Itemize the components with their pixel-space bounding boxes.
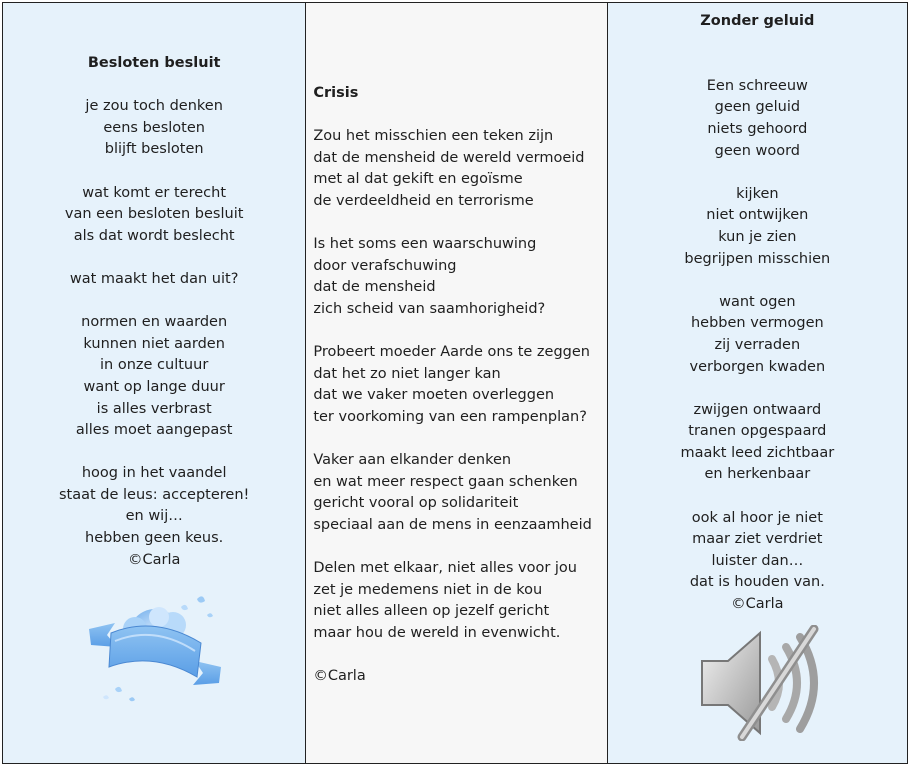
- poem-line: ©Carla: [313, 668, 366, 685]
- poem-line: maar hou de wereld in evenwicht.: [313, 624, 561, 641]
- poem-line: dat de mensheid de wereld vermoeid: [313, 149, 585, 166]
- poem-line: in onze cultuur: [100, 357, 209, 374]
- stanza: [313, 558, 606, 644]
- poem-line: maakt leed zichtbaar: [680, 444, 835, 461]
- stanza: [3, 312, 305, 442]
- poem-line: begrijpen misschien: [684, 250, 831, 267]
- poem-line: van een besloten besluit: [64, 206, 244, 223]
- poem-line: en herkenbaar: [704, 466, 811, 483]
- stanza: [313, 126, 606, 212]
- poem-line: dat is houden van.: [689, 574, 825, 591]
- poem-line: Zou het misschien een teken zijn: [313, 128, 554, 145]
- poem-line: hebben geen keus.: [85, 530, 224, 547]
- poem-line: de verdeeldheid en terrorisme: [313, 192, 534, 209]
- stanza: [3, 463, 305, 571]
- poem-line: eens besloten: [103, 119, 205, 136]
- poem-line: niet ontwijken: [706, 207, 809, 224]
- poem-zonder-geluid: [608, 11, 907, 616]
- poem-line: speciaal aan de mens in eenzaamheid: [313, 516, 592, 533]
- poem-line: wat maakt het dan uit?: [69, 270, 239, 287]
- poem-line: kun je zien: [718, 228, 797, 245]
- blue-ribbon-butterflies-icon: [85, 593, 225, 713]
- stanza: [313, 342, 606, 428]
- poem-line: zij verraden: [714, 336, 801, 353]
- stanza: [313, 666, 606, 688]
- poem-line: je zou toch denken: [85, 98, 223, 115]
- stanza: [3, 183, 305, 248]
- poem-title: Zonder geluid: [700, 13, 815, 29]
- poem-line: verborgen kwaden: [689, 358, 826, 375]
- stanza: [608, 400, 907, 486]
- poem-line: geen woord: [714, 142, 801, 159]
- speaker-muted-icon: [696, 625, 824, 741]
- poem-line: gericht vooral op solidariteit: [313, 495, 519, 512]
- stanza: [313, 450, 606, 536]
- poem-line: en wat meer respect gaan schenken: [313, 473, 578, 490]
- poem-line: staat de leus: accepteren!: [58, 486, 250, 503]
- poem-title: Crisis: [313, 85, 359, 101]
- poem-line: Een schreeuw: [706, 77, 808, 94]
- poem-line: normen en waarden: [81, 314, 228, 331]
- poem-line: Probeert moeder Aarde ons te zeggen: [313, 344, 590, 361]
- poem-line: zet je medemens niet in de kou: [313, 581, 543, 598]
- poem-line: als dat wordt beslecht: [73, 227, 235, 244]
- poem-line: luister dan…: [711, 552, 804, 569]
- stanza: [313, 234, 606, 320]
- stanza: [608, 292, 907, 378]
- poem-line: tranen opgespaard: [688, 423, 827, 440]
- poem-line: hoog in het vaandel: [81, 465, 227, 482]
- poem-line: Delen met elkaar, niet alles voor jou: [313, 560, 577, 577]
- poem-line: ter voorkoming van een rampenplan?: [313, 408, 587, 425]
- poem-line: maar ziet verdriet: [692, 531, 823, 548]
- poem-line: want ogen: [719, 293, 796, 310]
- stanza: [608, 184, 907, 270]
- stanza: [608, 508, 907, 616]
- stanza: [3, 96, 305, 161]
- poem-crisis: [313, 83, 606, 688]
- poem-line: zich scheid van saamhorigheid?: [313, 300, 546, 317]
- poem-line: niet alles alleen op jezelf gericht: [313, 603, 550, 620]
- poem-line: kijken: [736, 185, 779, 202]
- poem-line: en wij…: [125, 508, 183, 525]
- poem-line: Is het soms een waarschuwing: [313, 236, 537, 253]
- poem-column-3: [607, 3, 907, 763]
- poem-line: is alles verbrast: [96, 400, 212, 417]
- poem-line: dat het zo niet langer kan: [313, 365, 501, 382]
- poem-line: hebben vermogen: [690, 315, 824, 332]
- poem-line: kunnen niet aarden: [83, 335, 225, 352]
- stanza: [3, 269, 305, 291]
- poem-line: want op lange duur: [83, 378, 225, 395]
- stanza: [608, 76, 907, 162]
- poem-table: [2, 2, 908, 764]
- poem-line: wat komt er terecht: [82, 184, 227, 201]
- poem-besloten-besluit: [3, 53, 305, 571]
- poem-line: Vaker aan elkander denken: [313, 452, 512, 469]
- poem-title: Besloten besluit: [87, 55, 221, 71]
- poem-line: ©Carla: [731, 596, 784, 613]
- poem-line: ook al hoor je niet: [691, 509, 823, 526]
- poem-line: blijft besloten: [104, 141, 204, 158]
- poem-column-2: [305, 3, 606, 763]
- poem-line: dat de mensheid: [313, 279, 436, 296]
- poem-line: niets gehoord: [707, 120, 808, 137]
- poem-line: zwijgen ontwaard: [693, 401, 822, 418]
- poem-line: geen geluid: [714, 99, 801, 116]
- poem-line: door verafschuwing: [313, 257, 457, 274]
- poem-line: ©Carla: [127, 551, 181, 568]
- poem-line: alles moet aangepast: [75, 422, 233, 439]
- poem-column-1: [3, 3, 305, 763]
- poem-line: dat we vaker moeten overleggen: [313, 387, 555, 404]
- poem-line: met al dat gekift en egoïsme: [313, 171, 523, 188]
